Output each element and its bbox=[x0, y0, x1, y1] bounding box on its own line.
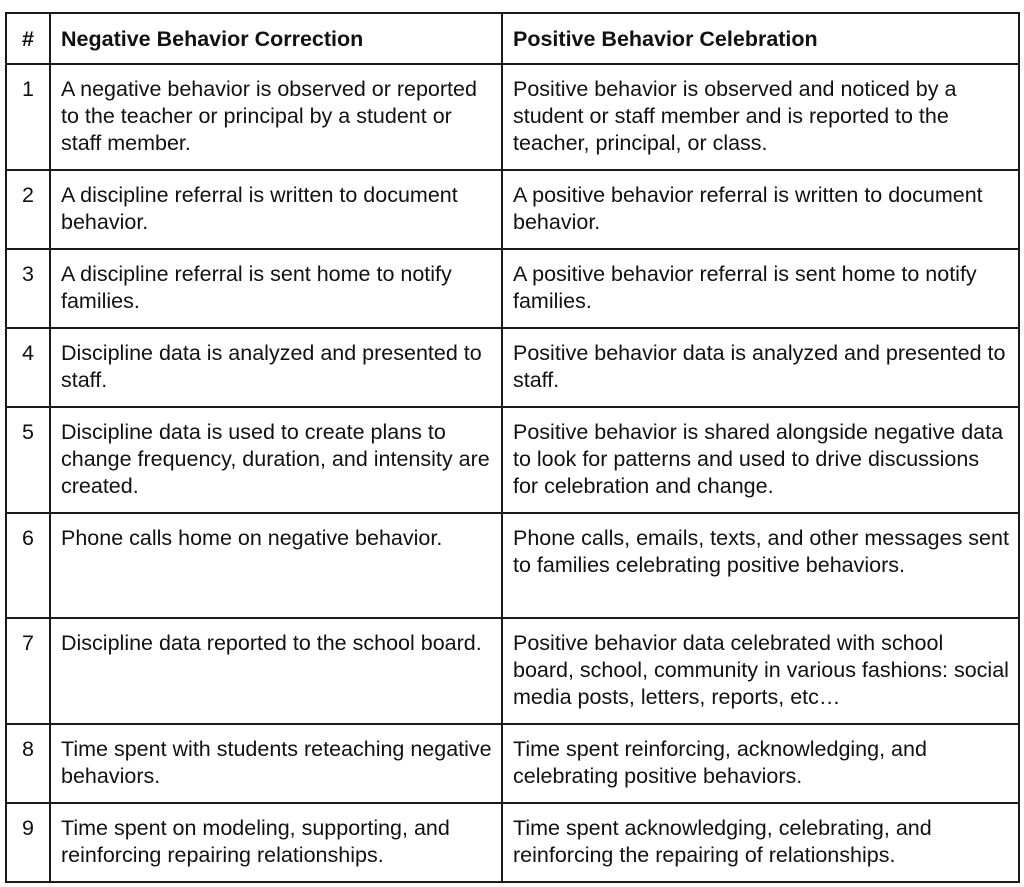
table-row bbox=[6, 249, 1019, 328]
negative-cell: A discipline referral is sent home to notify families. bbox=[50, 249, 502, 328]
table-row bbox=[6, 803, 1019, 882]
row-number: 5 bbox=[6, 407, 50, 513]
behavior-comparison-table bbox=[5, 12, 1020, 883]
positive-cell: Positive behavior is shared alongside negative data to look for patterns and used to drive discussions for celebration and change. bbox=[502, 407, 1019, 513]
table-row bbox=[6, 328, 1019, 407]
negative-cell: Discipline data is analyzed and presented to staff. bbox=[50, 328, 502, 407]
negative-cell: Discipline data is used to create plans to change frequency, duration, and intensity are created. bbox=[50, 407, 502, 513]
header-negative: Negative Behavior Correction bbox=[50, 13, 502, 64]
table-row bbox=[6, 513, 1019, 618]
row-number: 4 bbox=[6, 328, 50, 407]
negative-cell: Time spent with students reteaching negative behaviors. bbox=[50, 724, 502, 803]
row-number: 6 bbox=[6, 513, 50, 618]
negative-cell: Time spent on modeling, supporting, and reinforcing repairing relationships. bbox=[50, 803, 502, 882]
negative-cell: Discipline data reported to the school board. bbox=[50, 618, 502, 724]
row-number: 7 bbox=[6, 618, 50, 724]
negative-cell: A discipline referral is written to document behavior. bbox=[50, 170, 502, 249]
positive-cell: A positive behavior referral is sent home to notify families. bbox=[502, 249, 1019, 328]
table-row bbox=[6, 407, 1019, 513]
header-row bbox=[6, 13, 1019, 64]
positive-cell: Time spent reinforcing, acknowledging, and celebrating positive behaviors. bbox=[502, 724, 1019, 803]
row-number: 2 bbox=[6, 170, 50, 249]
table-row bbox=[6, 724, 1019, 803]
header-positive: Positive Behavior Celebration bbox=[502, 13, 1019, 64]
table-row bbox=[6, 170, 1019, 249]
row-number: 3 bbox=[6, 249, 50, 328]
header-number: # bbox=[6, 13, 50, 64]
positive-cell: Time spent acknowledging, celebrating, and reinforcing the repairing of relationships. bbox=[502, 803, 1019, 882]
positive-cell: Positive behavior data celebrated with school board, school, community in various fashions: social media posts, letters, reports, etc… bbox=[502, 618, 1019, 724]
row-number: 1 bbox=[6, 64, 50, 170]
positive-cell: Positive behavior is observed and noticed by a student or staff member and is reported to the teacher, principal, or class. bbox=[502, 64, 1019, 170]
row-number: 8 bbox=[6, 724, 50, 803]
table-row bbox=[6, 618, 1019, 724]
row-number: 9 bbox=[6, 803, 50, 882]
table-row bbox=[6, 64, 1019, 170]
negative-cell: Phone calls home on negative behavior. bbox=[50, 513, 502, 618]
positive-cell: Phone calls, emails, texts, and other messages sent to families celebrating positive behaviors. bbox=[502, 513, 1019, 618]
positive-cell: A positive behavior referral is written to document behavior. bbox=[502, 170, 1019, 249]
negative-cell: A negative behavior is observed or reported to the teacher or principal by a student or staff member. bbox=[50, 64, 502, 170]
positive-cell: Positive behavior data is analyzed and presented to staff. bbox=[502, 328, 1019, 407]
